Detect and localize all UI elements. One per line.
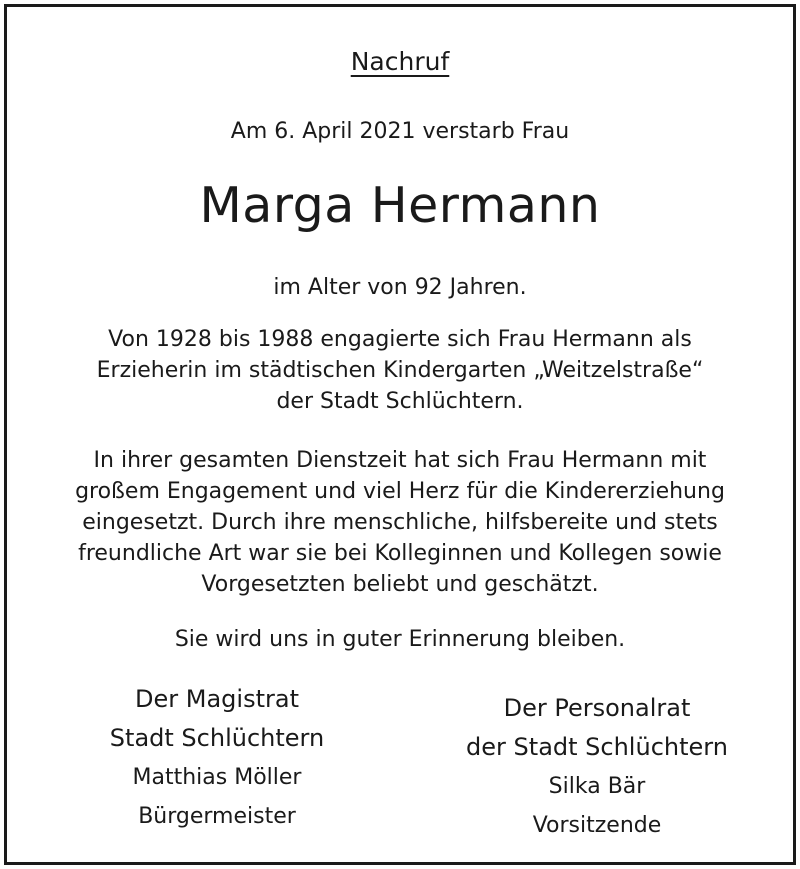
deceased-name: Marga Hermann xyxy=(199,177,601,234)
signature-org-city: der Stadt Schlüchtern xyxy=(466,733,728,761)
tribute-paragraph-line: eingesetzt. Durch ihre menschliche, hilfsbereite und stets xyxy=(82,510,718,535)
signature-org-name: Der Magistrat xyxy=(135,685,299,713)
signature-personalrat xyxy=(427,689,767,845)
signature-person-role: Bürgermeister xyxy=(138,804,296,829)
signature-org-city: Stadt Schlüchtern xyxy=(109,724,325,752)
tribute-paragraph-line: In ihrer gesamten Dienstzeit hat sich Frau Hermann mit xyxy=(93,448,707,473)
signature-magistrat xyxy=(67,680,367,836)
career-paragraph-line: Erzieherin im städtischen Kindergarten „Weitzelstraße“ xyxy=(96,358,704,383)
obituary-frame xyxy=(4,4,796,865)
age-line: im Alter von 92 Jahren. xyxy=(273,275,527,300)
closing-line: Sie wird uns in guter Erinnerung bleiben. xyxy=(174,627,626,652)
signature-person-role: Vorsitzende xyxy=(532,813,662,838)
signature-org-name: Der Personalrat xyxy=(503,694,691,722)
death-announcement-line: Am 6. April 2021 verstarb Frau xyxy=(230,119,570,144)
tribute-paragraph-line: freundliche Art war sie bei Kolleginnen und Kollegen sowie xyxy=(78,541,722,566)
signature-person-name: Matthias Möller xyxy=(132,765,302,790)
obituary-heading: Nachruf xyxy=(350,47,450,76)
signature-person-name: Silka Bär xyxy=(548,774,646,799)
career-paragraph-line: der Stadt Schlüchtern. xyxy=(276,389,524,414)
career-paragraph xyxy=(7,324,793,417)
tribute-paragraph xyxy=(7,445,793,600)
tribute-paragraph-line: Vorgesetzten beliebt und geschätzt. xyxy=(201,572,599,597)
tribute-paragraph-line: großem Engagement und viel Herz für die Kindererziehung xyxy=(75,479,725,504)
career-paragraph-line: Von 1928 bis 1988 engagierte sich Frau Hermann als xyxy=(108,327,692,352)
